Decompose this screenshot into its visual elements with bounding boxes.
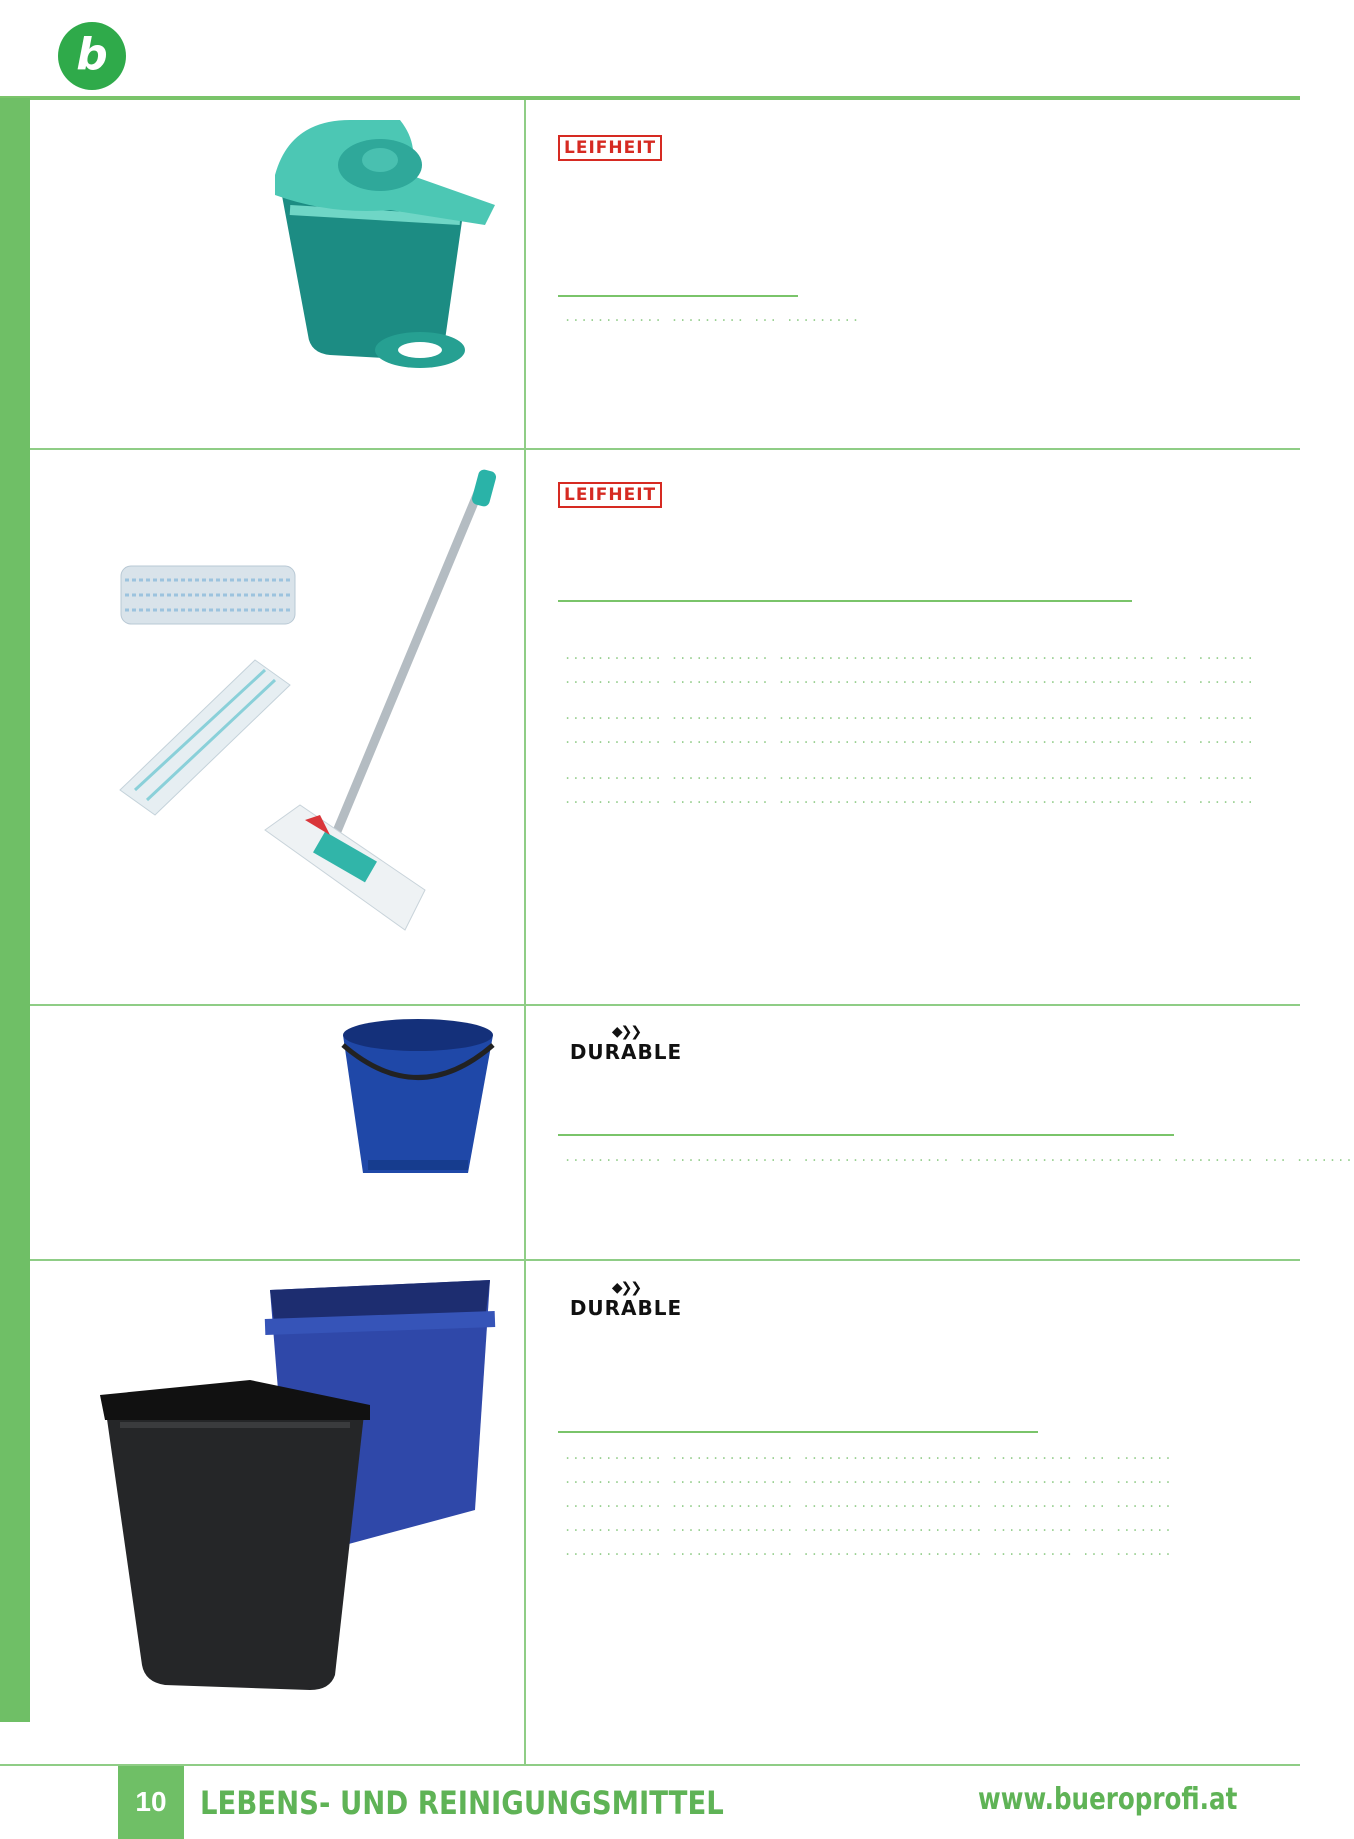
dotted-placeholder-line: ............ ............... ...................... .......... ... ....... — [564, 1472, 1173, 1486]
product-rule — [558, 1431, 1038, 1433]
dotted-placeholder-line: ............ ............ .............................................. ... ....... — [564, 768, 1255, 782]
durable-wordmark: DURABLE — [569, 1040, 683, 1064]
dotted-placeholder-line: ............ ............ .............................................. ... ....... — [564, 732, 1255, 746]
durable-brand-logo — [556, 1280, 696, 1320]
column-divider — [524, 100, 526, 1764]
row-divider — [30, 1004, 1300, 1006]
dotted-placeholder-line: ............ ............... .................. ......................... .......... ... ....... — [564, 1150, 1354, 1164]
website-url[interactable]: www.bueroprofi.at — [978, 1782, 1238, 1817]
durable-brand-logo — [556, 1024, 696, 1064]
dotted-placeholder-line: ............ ............... ...................... .......... ... ....... — [564, 1496, 1173, 1510]
leifheit-brand-logo: LEIFHEIT — [558, 135, 662, 161]
section-title: LEBENS- UND REINIGUNGSMITTEL — [200, 1784, 724, 1822]
sidebar-stripe — [0, 98, 30, 1722]
header-divider — [0, 96, 1300, 100]
product-rule — [558, 1134, 1174, 1136]
product-rule — [558, 295, 798, 297]
waste-bins-icon — [100, 1270, 500, 1690]
dotted-placeholder-line: ............ ............ .............................................. ... ....... — [564, 672, 1255, 686]
product-rule — [558, 600, 1132, 602]
durable-wordmark: DURABLE — [569, 1296, 683, 1320]
row-divider — [30, 1259, 1300, 1261]
durable-chevron-icon: ◆❯❯ — [611, 1024, 641, 1040]
dotted-placeholder-line: ............ ............ .............................................. ... ....... — [564, 648, 1255, 662]
page-number: 10 — [118, 1766, 184, 1839]
dotted-placeholder-line: ............ ......... ... ......... — [564, 310, 861, 324]
footer-divider — [0, 1764, 1300, 1766]
wringer-bucket-icon — [270, 115, 500, 375]
dotted-placeholder-line: ............ ............... ...................... .......... ... ....... — [564, 1544, 1173, 1558]
dotted-placeholder-line: ............ ............... ...................... .......... ... ....... — [564, 1448, 1173, 1462]
leifheit-brand-logo: LEIFHEIT — [558, 482, 662, 508]
flat-mop-icon — [115, 470, 505, 940]
brand-logo: b — [58, 22, 126, 90]
durable-chevron-icon: ◆❯❯ — [611, 1280, 641, 1296]
dotted-placeholder-line: ............ ............ .............................................. ... ....... — [564, 792, 1255, 806]
row-divider — [30, 448, 1300, 450]
blue-bucket-icon — [338, 1015, 498, 1175]
dotted-placeholder-line: ............ ............ .............................................. ... ....... — [564, 708, 1255, 722]
dotted-placeholder-line: ............ ............... ...................... .......... ... ....... — [564, 1520, 1173, 1534]
